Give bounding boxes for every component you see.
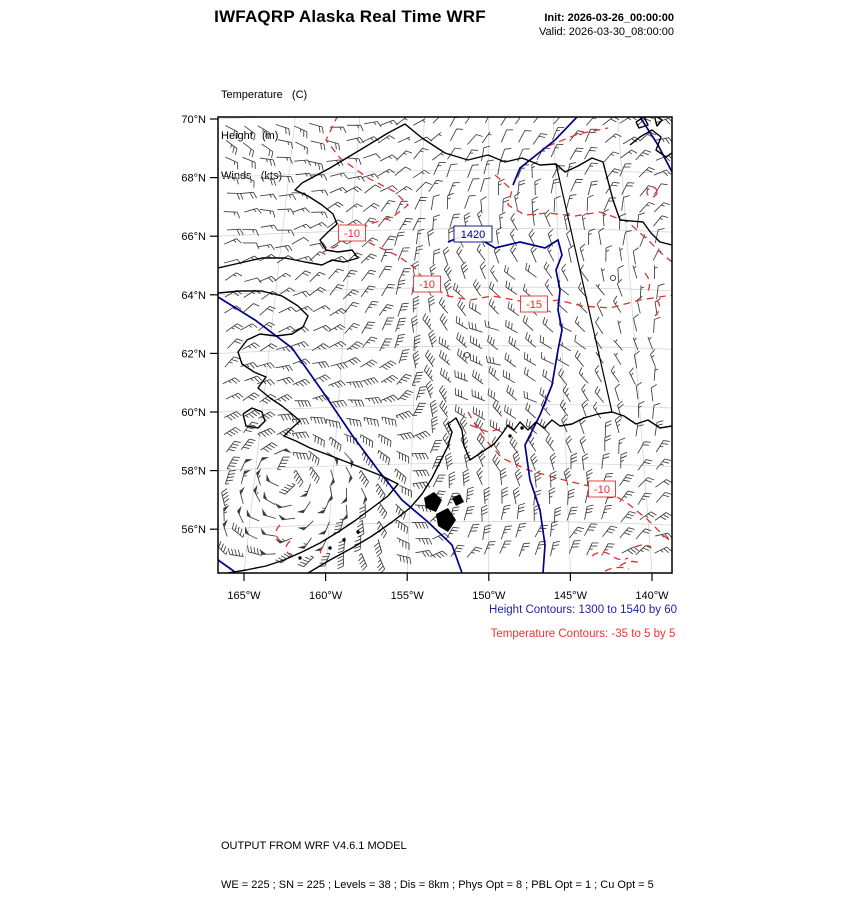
lat-tick-label: 66°N	[181, 231, 206, 244]
valid-timestamp: Valid: 2026-03-30_08:00:00	[539, 26, 674, 38]
legend-height: Height (m)	[221, 129, 279, 142]
lat-tick-label: 70°N	[181, 114, 206, 126]
lat-tick-label: 62°N	[181, 348, 206, 361]
lat-tick-label: 58°N	[181, 465, 206, 478]
contour-label: 1420	[460, 229, 486, 241]
model-footer	[221, 814, 654, 905]
lon-tick-label: 145°W	[553, 590, 587, 602]
contour-label: -15	[526, 299, 542, 311]
contour-label: -10	[419, 279, 435, 291]
lon-tick-label: 140°W	[635, 590, 669, 602]
lat-tick-label: 68°N	[181, 172, 206, 185]
footer-config-line: WE = 225 ; SN = 225 ; Levels = 38 ; Dis = 8km ; Phys Opt = 8 ; PBL Opt = 1 ; Cu Opt = 5	[221, 879, 654, 891]
page-title: IWFAQRP Alaska Real Time WRF	[214, 7, 486, 26]
contour-label: -10	[344, 228, 360, 240]
run-times	[454, 11, 674, 39]
height-contours-caption: Height Contours: 1300 to 1540 by 60	[489, 604, 677, 616]
legend-winds: Winds (kts)	[221, 170, 283, 182]
wrf-map	[165, 95, 695, 615]
calm-wind-circle	[464, 352, 469, 357]
footer-model-line: OUTPUT FROM WRF V4.6.1 MODEL	[221, 840, 407, 852]
lat-tick-label: 64°N	[181, 289, 206, 302]
lon-tick-label: 160°W	[309, 590, 343, 602]
lon-tick-label: 150°W	[472, 590, 506, 602]
wind-pennants	[223, 449, 367, 555]
temperature-contours-caption: Temperature Contours: -35 to 5 by 5	[490, 628, 676, 640]
map-interior	[216, 111, 673, 574]
legend-temperature: Temperature (C)	[221, 89, 308, 101]
init-timestamp: Init: 2026-03-26_00:00:00	[544, 12, 674, 24]
lat-tick-label: 56°N	[181, 524, 206, 537]
contour-label: -10	[594, 484, 610, 496]
lat-tick-label: 60°N	[181, 407, 206, 419]
lon-tick-label: 165°W	[227, 590, 261, 602]
lon-tick-label: 155°W	[390, 590, 424, 602]
calm-wind-circle	[610, 275, 615, 280]
